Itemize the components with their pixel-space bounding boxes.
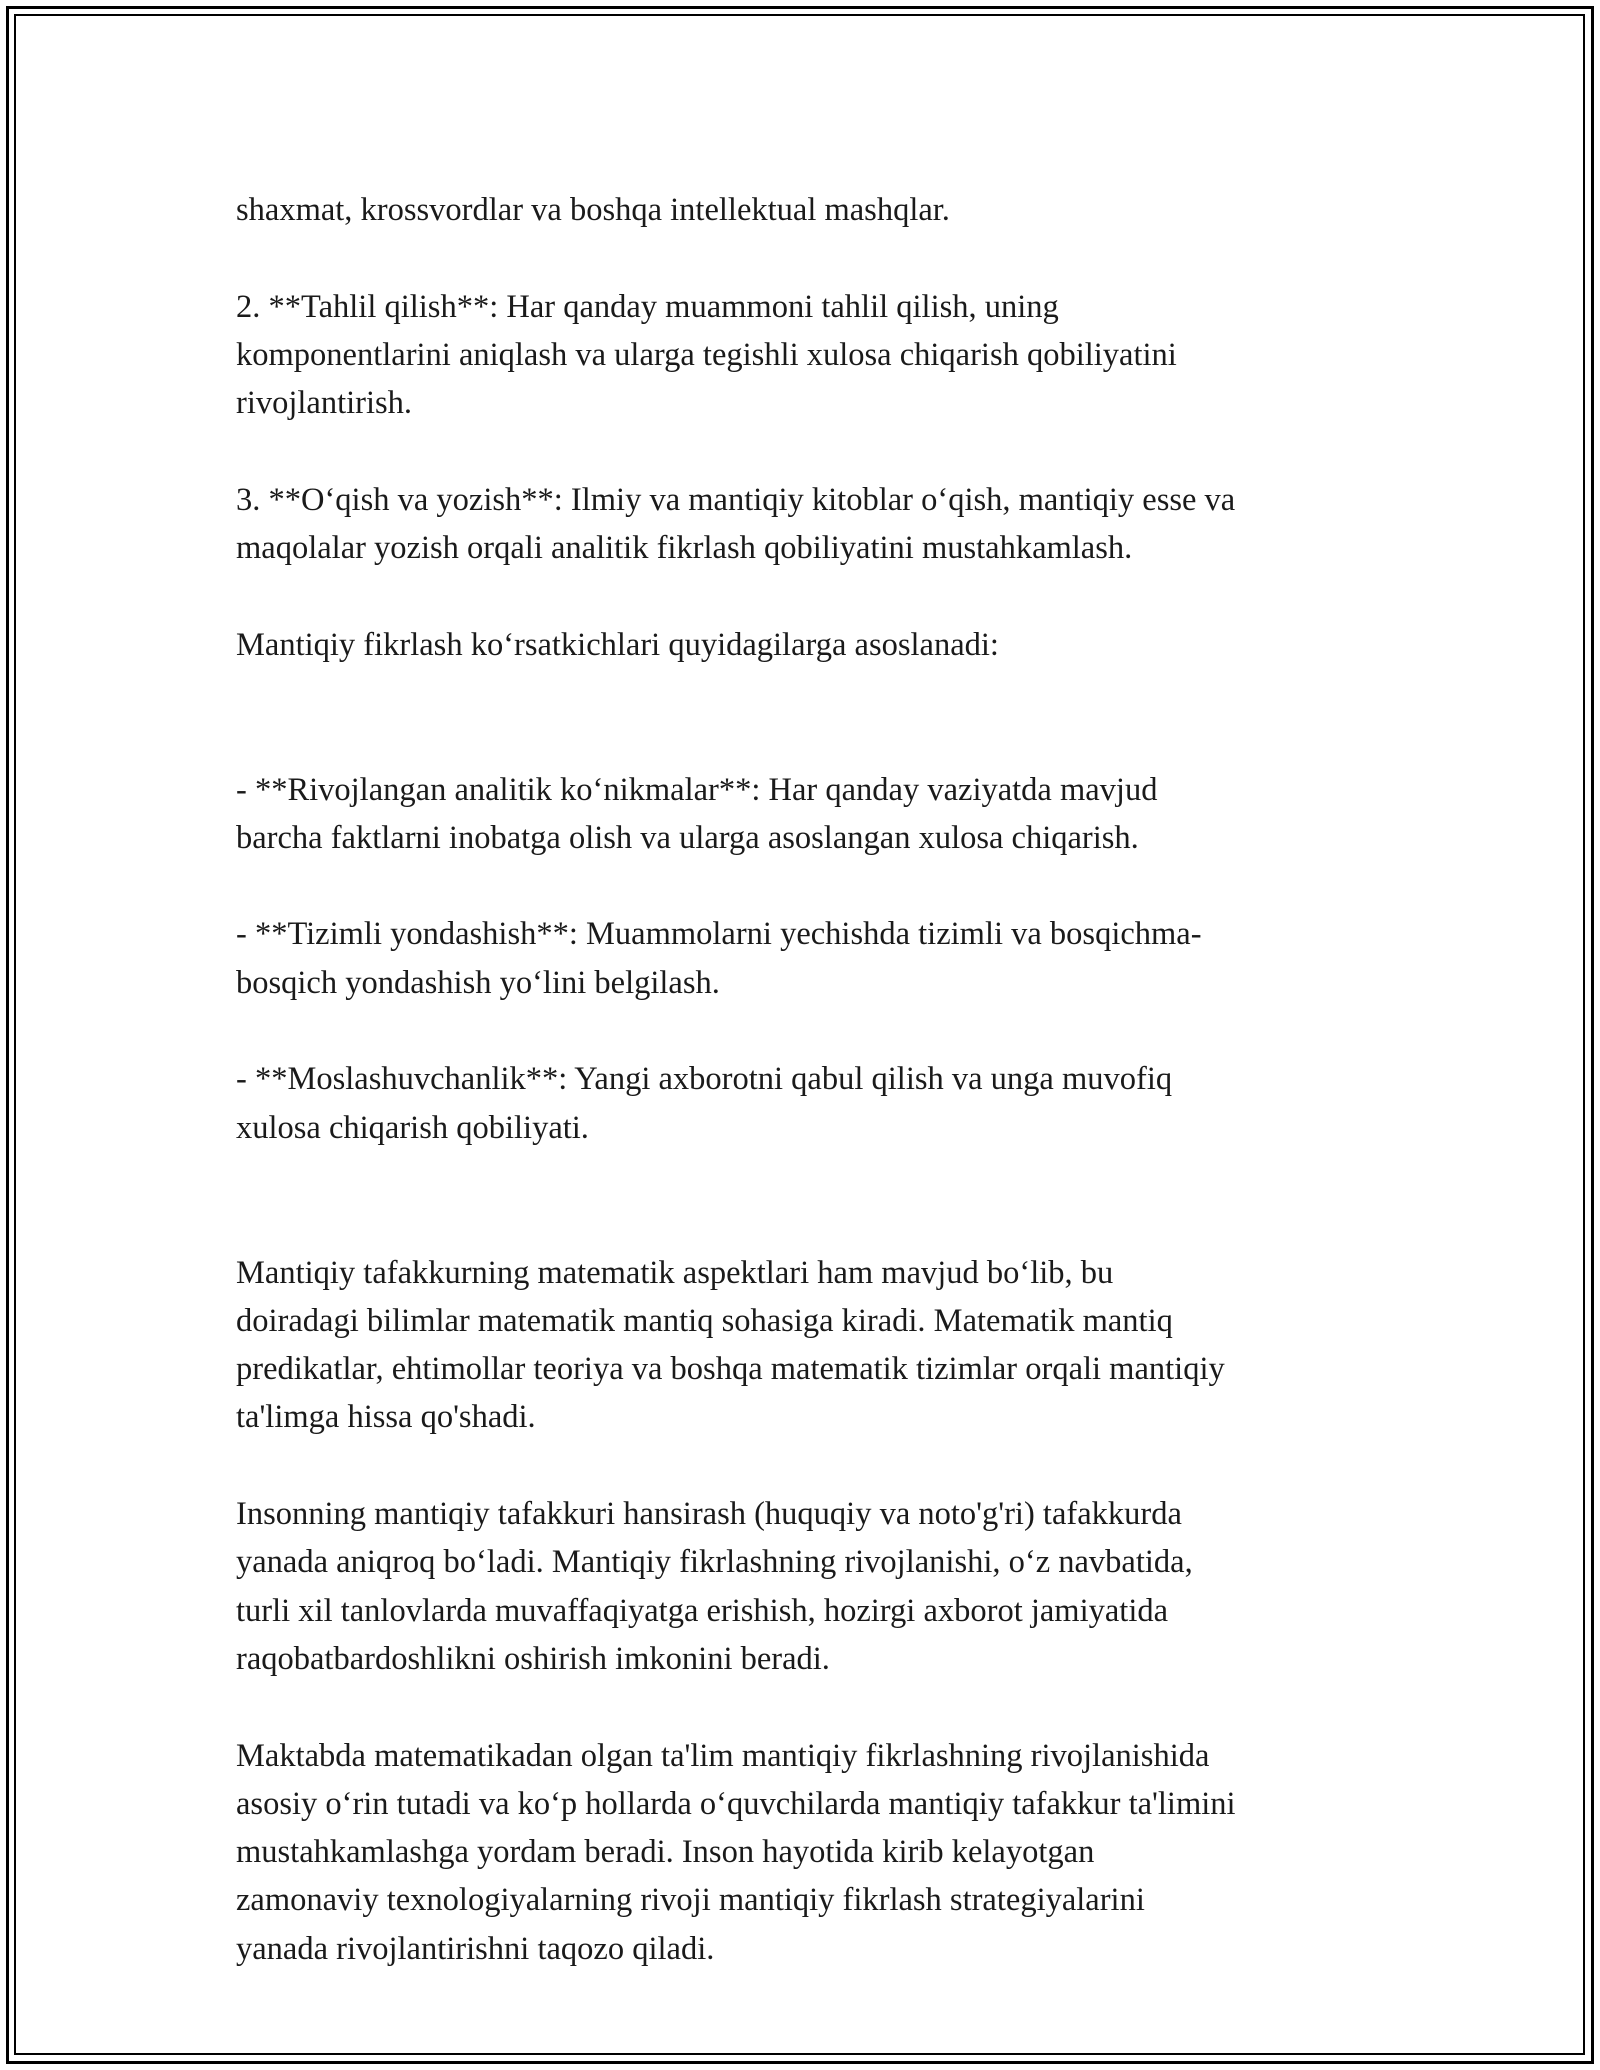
- document-body: [236, 186, 1396, 1973]
- bullet-item-moslashuvchanlik: - **Moslashuvchanlik**: Yangi axborotni qabul qilish va unga muvofiq xulosa chiqarish qobiliyati.: [236, 1061, 1173, 1146]
- list-item-oqish-va-yozish: 3. **O‘qish va yozish**: Ilmiy va mantiqiy kitoblar o‘qish, mantiqiy esse va maqolalar yozish orqali analitik fikrlash qobiliyatini mustahkamlash.: [236, 481, 1236, 567]
- paragraph-human-thinking: Insonning mantiqiy tafakkuri hansirash (huquqiy va noto'g'ri) tafakkurda yanada aniqroq bo‘ladi. Mantiqiy fikrlashning rivojlanishi, o‘z navbatida, turli xil tanlovlarda muvaffaqiyatga erishish, hozirgi axborot jamiyatida raqobatbardoshlikni oshirish imkonini beradi.: [236, 1496, 1193, 1677]
- bullet-item-analitik-konikmalar: - **Rivojlangan analitik ko‘nikmalar**: Har qanday vaziyatda mavjud barcha faktlarni inobatga olish va ularga asoslangan xulosa chiqarish.: [236, 771, 1158, 856]
- list-item-tahlil-qilish: 2. **Tahlil qilish**: Har qanday muammoni tahlil qilish, uning komponentlarini aniqlash va ularga tegishli xulosa chiqarish qobiliyatini rivojlantirish.: [236, 288, 1177, 422]
- paragraph-math-aspects: Mantiqiy tafakkurning matematik aspektlari ham mavjud bo‘lib, bu doiradagi bilimlar matematik mantiq sohasiga kiradi. Matematik mantiq predikatlar, ehtimollar teoriya va boshqa matematik tizimlar orqali mantiqiy ta'limga hissa qo'shadi.: [236, 1254, 1225, 1436]
- paragraph-indicators-intro: Mantiqiy fikrlash ko‘rsatkichlari quyidagilarga asoslanadi:: [236, 626, 999, 663]
- paragraph-school-math: Maktabda matematikadan olgan ta'lim mantiqiy fikrlashning rivojlanishida asosiy o‘rin tutadi va ko‘p hollarda o‘quvchilarda mantiqiy tafakkur ta'limini mustahkamlashga yordam beradi. Inson hayotida kirib kelayotgan zamonaviy texnologiyalarning rivoji mantiqiy fikrlash strategiyalarini yanada rivojlantirishni taqozo qiladi.: [236, 1737, 1236, 1967]
- bullet-item-tizimli-yondashish: - **Tizimli yondashish**: Muammolarni yechishda tizimli va bosqichma- bosqich yondashish yo‘lini belgilash.: [236, 916, 1202, 1001]
- paragraph-continuation: shaxmat, krossvordlar va boshqa intellektual mashqlar.: [236, 192, 950, 228]
- bullet-list: [236, 717, 1396, 1200]
